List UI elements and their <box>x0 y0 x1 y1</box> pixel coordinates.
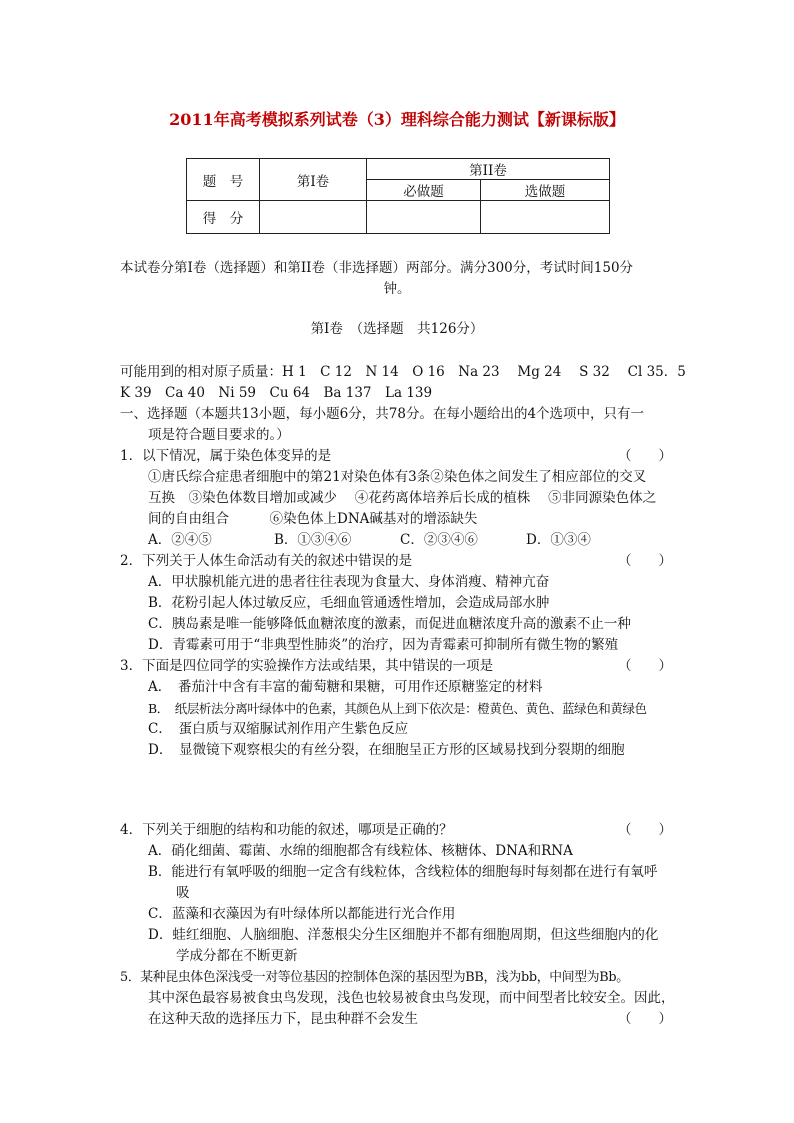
q4-answer-blank: （ ） <box>618 822 672 838</box>
q2-option-b: B．花粉引起人体过敏反应，毛细血管通透性增加，会造成局部水肿 <box>148 595 550 611</box>
q2-option-c: C．胰岛素是唯一能够降低血糖浓度的激素，而促进血糖浓度升高的激素不止一种 <box>148 616 631 632</box>
q1-stem: 1．以下情况，属于染色体变异的是 <box>120 448 332 464</box>
q3-stem: 3．下面是四位同学的实验操作方法或结果，其中错误的一项是 <box>120 658 494 674</box>
q3-option-b: B． 纸层析法分离叶绿体中的色素，其颜色从上到下依次是：橙黄色、黄色、蓝绿色和黄绿色 <box>148 701 647 716</box>
intro-text-end: 钟。 <box>383 281 411 297</box>
q2-option-a: A．甲状腺机能亢进的患者往往表现为食量大、身体消瘦、精神亢奋 <box>148 574 550 590</box>
q3-option-a: A． 番茄汁中含有丰富的葡萄糖和果糖，可用作还原糖鉴定的材料 <box>148 679 543 695</box>
q4-option-b-cont: 吸 <box>176 885 190 901</box>
q4-option-a: A．硝化细菌、霉菌、水绵的细胞都含有线粒体、核糖体、DNA和RNA <box>148 843 573 859</box>
q4-stem: 4．下列关于细胞的结构和功能的叙述，哪项是正确的？ <box>120 822 453 838</box>
q4-option-b: B．能进行有氧呼吸的细胞一定含有线粒体，含线粒体的细胞每时每刻都在进行有氧呼 <box>148 864 658 880</box>
intro-text: 本试卷分第Ⅰ卷（选择题）和第II卷（非选择题）两部分。满分300分，考试时间150分 <box>120 260 634 276</box>
score-table-header-number: 题 号 <box>187 159 260 201</box>
score-cell-required <box>367 201 481 234</box>
q3-option-c: C． 蛋白质与双缩脲试剂作用产生紫色反应 <box>148 721 409 737</box>
section-heading: 一、选择题（本题共13小题，每小题6分，共78分。在每小题给出的4个选项中，只有一 <box>120 406 645 422</box>
page-title: 2011年高考模拟系列试卷（3）理科综合能力测试【新课标版】 <box>169 110 625 129</box>
q1-option-b: B．①③④⑥ <box>274 532 352 548</box>
score-table-header-optional: 选做题 <box>481 180 610 201</box>
q2-stem: 2．下列关于人体生命活动有关的叙述中错误的是 <box>120 553 413 569</box>
section-heading-cont: 项是符合题目要求的。） <box>148 427 290 443</box>
atomic-mass-line-1: 可能用到的相对原子质量：H 1 C 12 N 14 O 16 Na 23 Mg 24 S 32 Cl 35．5 <box>120 364 686 380</box>
q4-option-c: C．蓝藻和衣藻因为有叶绿体所以都能进行光合作用 <box>148 906 456 922</box>
q3-answer-blank: （ ） <box>618 658 672 674</box>
score-table-header-part1: 第Ⅰ卷 <box>260 159 367 201</box>
q1-line-3: 间的自由组合 ⑥染色体上DNA碱基对的增添缺失 <box>148 511 478 527</box>
q5-stem-line-3: 在这种天敌的选择压力下，昆虫种群不会发生 <box>148 1011 418 1027</box>
score-table-row-score: 得 分 <box>187 201 260 234</box>
q1-line-1: ①唐氏综合症患者细胞中的第21对染色体有3条②染色体之间发生了相应部位的交叉 <box>148 469 647 485</box>
q1-answer-blank: （ ） <box>618 448 672 464</box>
part1-heading: 第Ⅰ卷 （选择题 共126分） <box>310 321 484 337</box>
q1-option-c: C．②③④⑥ <box>400 532 478 548</box>
score-table <box>186 158 610 234</box>
q1-option-d: D．①③④ <box>526 532 591 548</box>
q5-stem-line-2: 其中深色最容易被食虫鸟发现，浅色也较易被食虫鸟发现，而中间型者比较安全。因此， <box>148 990 675 1006</box>
q4-option-d: D．蛙红细胞、人脑细胞、洋葱根尖分生区细胞并不都有细胞周期，但这些细胞内的化 <box>148 927 659 943</box>
score-table-header-part2: 第II卷 <box>367 159 610 180</box>
q1-option-a: A．②④⑤ <box>148 532 212 548</box>
q3-option-d: D． 显微镜下观察根尖的有丝分裂，在细胞呈正方形的区域易找到分裂期的细胞 <box>148 742 625 758</box>
score-table-header-required: 必做题 <box>367 180 481 201</box>
score-cell-optional <box>481 201 610 234</box>
atomic-mass-line-2: K 39 Ca 40 Ni 59 Cu 64 Ba 137 La 139 <box>120 385 433 401</box>
q5-stem: 5．某种昆虫体色深浅受一对等位基因的控制体色深的基因型为BB，浅为bb，中间型为Bb。 <box>120 970 629 985</box>
q4-option-d-cont: 学成分都在不断更新 <box>176 948 298 964</box>
q5-answer-blank: （ ） <box>618 1011 672 1027</box>
q2-answer-blank: （ ） <box>618 553 672 569</box>
q1-line-2: 互换 ③染色体数目增加或减少 ④花药离体培养后长成的植株 ⑤非同源染色体之 <box>148 490 657 506</box>
score-cell-part1 <box>260 201 367 234</box>
q2-option-d: D．青霉素可用于“非典型性肺炎”的治疗，因为青霉素可抑制所有微生物的繁殖 <box>148 637 619 653</box>
